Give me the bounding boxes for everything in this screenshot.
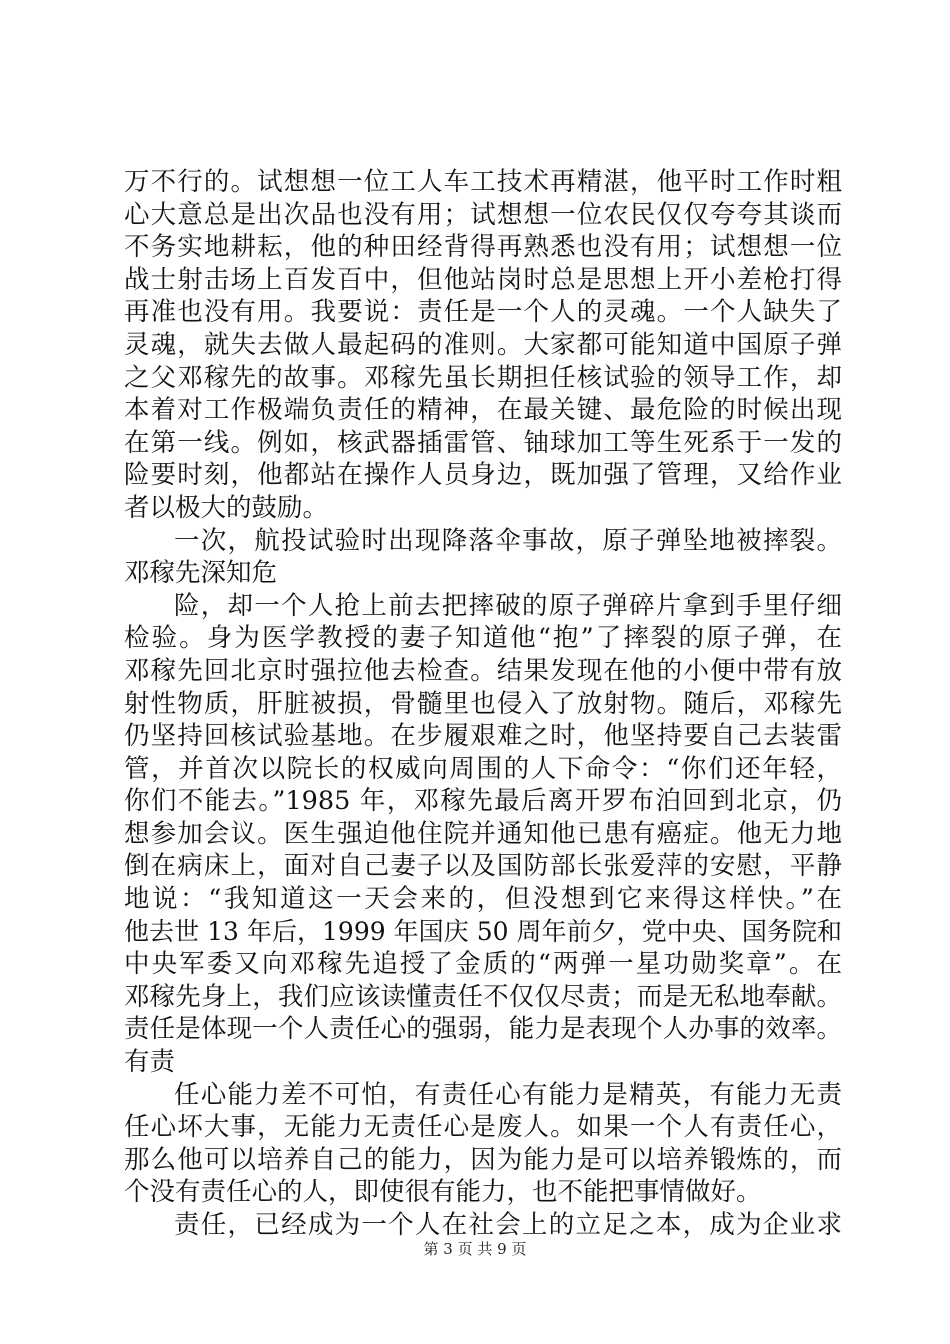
text-line: 心大意总是出次品也没有用；试想想一位农民仅仅夸夸其谈而 xyxy=(124,199,842,230)
text-line: 倒在病床上，面对自己妻子以及国防部长张爱萍的安慰，平静 xyxy=(124,851,842,882)
text-line: 在第一线。例如，核武器插雷管、铀球加工等生死系于一发的 xyxy=(124,427,842,458)
text-line: 任心能力差不可怕，有责任心有能力是精英，有能力无责 xyxy=(174,1079,842,1110)
text-line: 战士射击场上百发百中，但他站岗时总是思想上开小差枪打得 xyxy=(124,264,842,295)
text-line: 他去世 13 年后，1999 年国庆 50 周年前夕，党中央、国务院和 xyxy=(124,916,842,946)
text-line: 邓稼先深知危 xyxy=(124,558,278,589)
text-line: 不务实地耕耘，他的种田经背得再熟悉也没有用；试想想一位 xyxy=(124,232,842,263)
text-line: 任心坏大事，无能力无责任心是废人。如果一个人有责任心， xyxy=(124,1112,842,1143)
text-line: 者以极大的鼓励。 xyxy=(124,492,329,523)
text-line: 射性物质，肝脏被损，骨髓里也侵入了放射物。随后，邓稼先 xyxy=(124,688,842,719)
text-line: 地说：“我知道这一天会来的，但没想到它来得这样快。”在 xyxy=(124,884,842,915)
text-line: 灵魂，就失去做人最起码的准则。大家都可能知道中国原子弹 xyxy=(124,329,842,360)
page-footer: 第 3 页 共 9 页 xyxy=(423,1240,527,1258)
text-line: 责任，已经成为一个人在社会上的立足之本，成为企业求 xyxy=(174,1210,842,1240)
text-line: 本着对工作极端负责任的精神，在最关键、最危险的时候出现 xyxy=(124,395,842,426)
text-line: 一次，航投试验时出现降落伞事故，原子弹坠地被摔裂。 xyxy=(174,525,842,556)
text-line: 责任是体现一个人责任心的强弱，能力是表现个人办事的效率。 xyxy=(124,1014,842,1045)
text-line: 之父邓稼先的故事。邓稼先虽长期担任核试验的领导工作，却 xyxy=(124,362,842,393)
text-line: 险，却一个人抢上前去把摔破的原子弹碎片拿到手里仔细 xyxy=(174,590,842,621)
text-line: 险要时刻，他都站在操作人员身边，既加强了管理，又给作业 xyxy=(124,460,842,491)
text-line: 再准也没有用。我要说：责任是一个人的灵魂。一个人缺失了 xyxy=(124,297,842,328)
text-line: 你们不能去。”1985 年，邓稼先最后离开罗布泊回到北京，仍 xyxy=(124,786,842,817)
text-line: 仍坚持回核试验基地。在步履艰难之时，他坚持要自己去装雷 xyxy=(124,721,842,752)
text-line: 邓稼先回北京时强拉他去检查。结果发现在他的小便中带有放 xyxy=(124,655,842,686)
text-line: 管，并首次以院长的权威向周围的人下命令：“你们还年轻， xyxy=(124,753,842,784)
text-line: 中央军委又向邓稼先追授了金质的“两弹一星功勋奖章”。在 xyxy=(124,949,842,980)
text-line: 那么他可以培养自己的能力，因为能力是可以培养锻炼的，而 xyxy=(124,1144,842,1175)
text-line: 万不行的。试想想一位工人车工技术再精湛，他平时工作时粗 xyxy=(124,167,842,197)
text-line: 检验。身为医学教授的妻子知道他“抱”了摔裂的原子弹，在 xyxy=(124,623,842,654)
text-line: 有责 xyxy=(124,1047,176,1078)
text-line: 邓稼先身上，我们应该读懂责任不仅仅尽责；而是无私地奉献。 xyxy=(124,981,842,1012)
text-line: 想参加会议。医生强迫他住院并通知他已患有癌症。他无力地 xyxy=(124,818,842,849)
body-text xyxy=(124,166,842,1242)
text-line: 个没有责任心的人，即使很有能力，也不能把事情做好。 xyxy=(124,1177,762,1208)
